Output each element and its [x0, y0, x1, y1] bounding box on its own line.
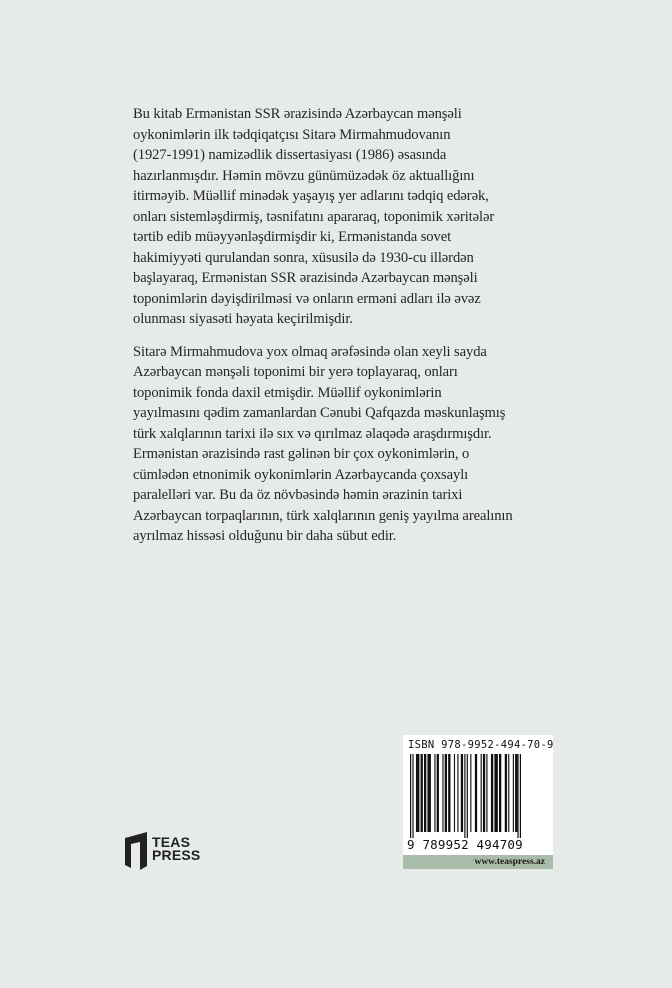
barcode-bar — [517, 754, 518, 838]
barcode-icon — [406, 754, 550, 838]
barcode-bar — [416, 754, 419, 832]
barcode-digits: 9 789952 494709 — [407, 837, 523, 852]
barcode-bar — [434, 754, 435, 832]
barcode-bar — [437, 754, 439, 832]
description-paragraph-2: Sitarə Mirmahmudova yox olmaq ərəfəsində olan xeyli sayda Azərbaycan mənşəli toponimi bir yerə toplayaraq, onları toponimik fonda daxil etmişdir. Müəllif oykonimlərin yayılmasını qədim zamanlardan Cənubi Qafqazda məskunlaşmış türk xalqlarının tarixi ilə sıx və qırılmaz əlaqədə araşdırmışdır. Ermənistan ərazisində rast gəlinən bir çox oykonimlərin, o cümlədən etnonimik oykonimlərin Azərbaycanda çoxsaylı paralelləri var. Bu da öz növbəsində həmin ərazinin tarixi Azərbaycan torpaqlarının, türk xalqlarının geniş yayılma arealının ayrılmaz hissəsi olduğunu bir daha sübut edir. — [133, 343, 513, 544]
barcode-bar — [515, 754, 517, 832]
barcode-bar — [421, 754, 423, 832]
barcode-bar — [412, 754, 413, 838]
description-paragraph-1: Bu kitab Ermənistan SSR ərazisində Azərbaycan mənşəli oykonimlərin ilk tədqiqatçısı Sitarə Mirmahmudovanın (1927-1991) namizədlik dissertasiyası (1986) əsasında hazırlanmışdır. Həmin mövzu günümüzədək öz aktuallığını itirməyib. Müəllif minədək yaşayış yer adlarını tədqiq edərək, onları sistemləşdirmiş, təsnifatını apararaq, toponimik xəritələr tərtib edib müəyyənləşdirmişdir ki, Ermənistanda sovet hakimiyyəti qurulandan sonra, xüsusilə də 1930-cu illərdən başlayaraq, Ermənistan SSR ərazisində Azərbaycan mənşəli toponimlərin dəyişdirilməsi və onların erməni adları ilə əvəz olunması siyasəti həyata keçirilmişdir. — [133, 106, 495, 327]
barcode-bar — [457, 754, 458, 832]
barcode-bar — [508, 754, 509, 832]
barcode-bar — [445, 754, 447, 832]
barcode-bar — [410, 754, 411, 838]
website-bar — [403, 855, 553, 869]
barcode-bar — [520, 754, 521, 838]
barcode-bar — [470, 754, 471, 832]
barcode-bar — [499, 754, 501, 832]
barcode-bar — [475, 754, 477, 832]
barcode-bar — [461, 754, 463, 832]
publisher-name — [152, 836, 200, 862]
barcode-bar — [467, 754, 468, 838]
barcode-bar — [494, 754, 497, 832]
barcode-bar — [448, 754, 450, 832]
barcode-bar — [442, 754, 443, 832]
publisher-name-line1: TEAS — [152, 834, 191, 850]
publisher-name-line2: PRESS — [152, 847, 201, 863]
barcode-bar — [424, 754, 426, 832]
barcode-bar — [513, 754, 514, 832]
barcode-bar — [505, 754, 507, 832]
barcode-bar — [454, 754, 455, 832]
publisher-logo — [125, 832, 225, 872]
isbn-barcode-box — [403, 735, 553, 855]
barcode-bar — [464, 754, 465, 838]
barcode-bar — [491, 754, 493, 832]
description-text — [133, 104, 553, 559]
barcode-bar — [483, 754, 485, 832]
barcode-bar — [486, 754, 487, 832]
barcode-bar — [481, 754, 482, 832]
teas-press-logo-icon — [125, 832, 147, 870]
isbn-label: ISBN 978-9952-494-70-9 — [408, 739, 554, 751]
website-link[interactable]: www.teaspress.az — [474, 857, 545, 867]
barcode-bar — [427, 754, 430, 832]
